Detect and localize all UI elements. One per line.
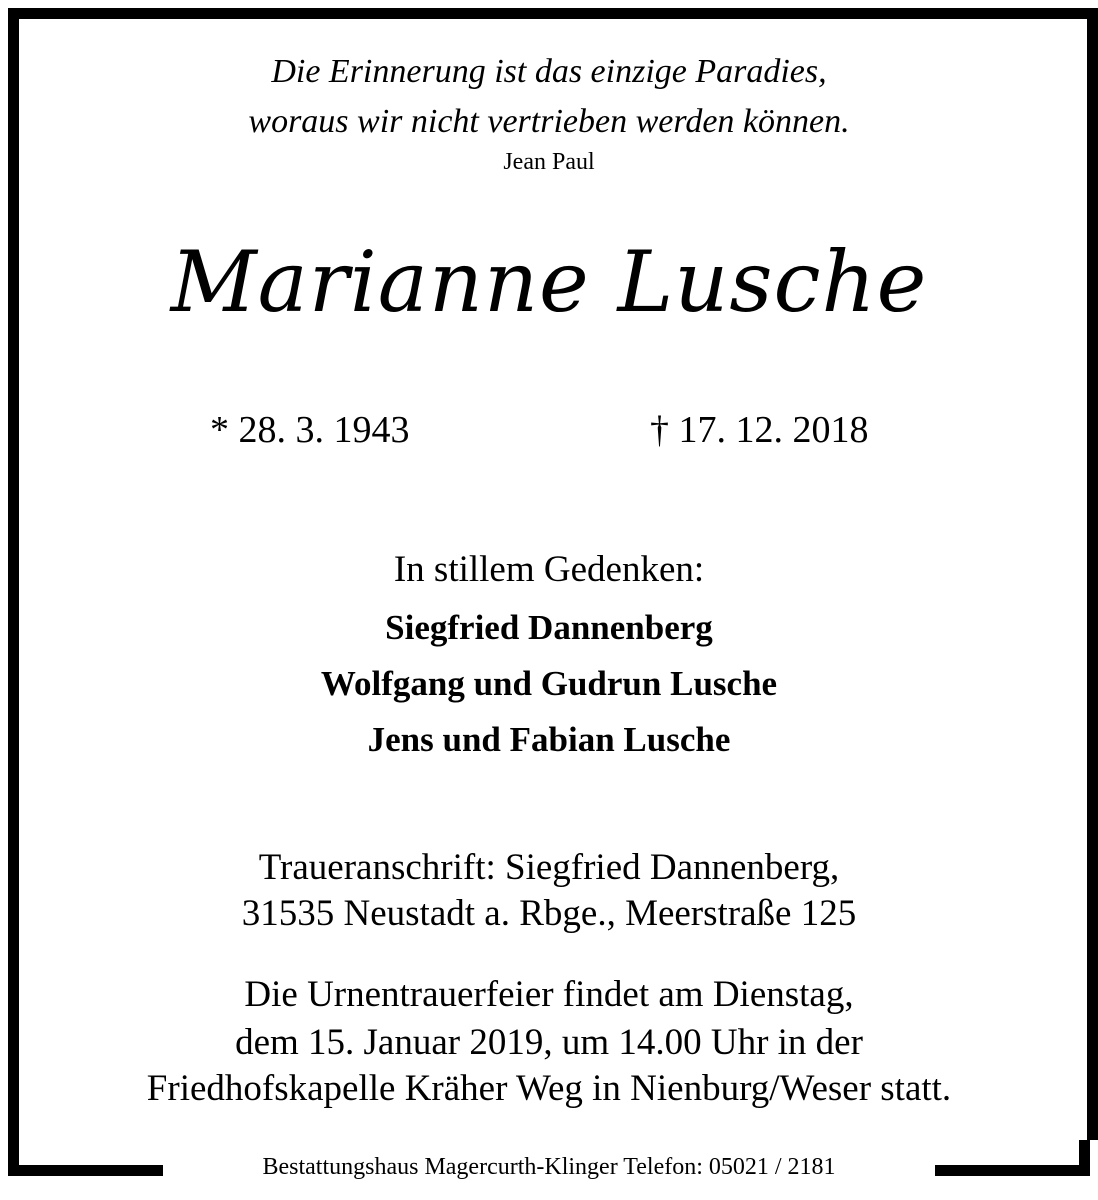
- quote-line-2: woraus wir nicht vertrieben werden können.: [248, 103, 850, 140]
- memory-label: In stillem Gedenken:: [393, 549, 705, 590]
- quote-author: Jean Paul: [503, 149, 595, 175]
- mourner-name: Wolfgang und Gudrun Lusche: [320, 664, 778, 703]
- funeral-home-info: Bestattungshaus Magercurth-Klinger Telefon: 05021 / 2181: [170, 1153, 928, 1181]
- death-date: † 17. 12. 2018: [650, 409, 869, 451]
- ceremony-line-2: dem 15. Januar 2019, um 14.00 Uhr in der: [235, 1022, 863, 1063]
- ceremony-line-3: Friedhofskapelle Kräher Weg in Nienburg/Weser statt.: [146, 1068, 952, 1109]
- footer-rule-right: [935, 1165, 1090, 1176]
- address-line-1: Traueranschrift: Siegfried Dannenberg,: [258, 847, 840, 888]
- address-line-2: 31535 Neustadt a. Rbge., Meerstraße 125: [241, 893, 857, 934]
- birth-date: * 28. 3. 1943: [210, 409, 410, 451]
- deceased-name: Marianne Lusche: [170, 233, 928, 331]
- mourner-name: Jens und Fabian Lusche: [367, 720, 731, 759]
- mourner-name: Siegfried Dannenberg: [385, 608, 713, 647]
- quote-line-1: Die Erinnerung ist das einzige Paradies,: [271, 53, 827, 90]
- footer-rule-left: [8, 1165, 163, 1176]
- ceremony-line-1: Die Urnentrauerfeier findet am Dienstag,: [244, 974, 854, 1015]
